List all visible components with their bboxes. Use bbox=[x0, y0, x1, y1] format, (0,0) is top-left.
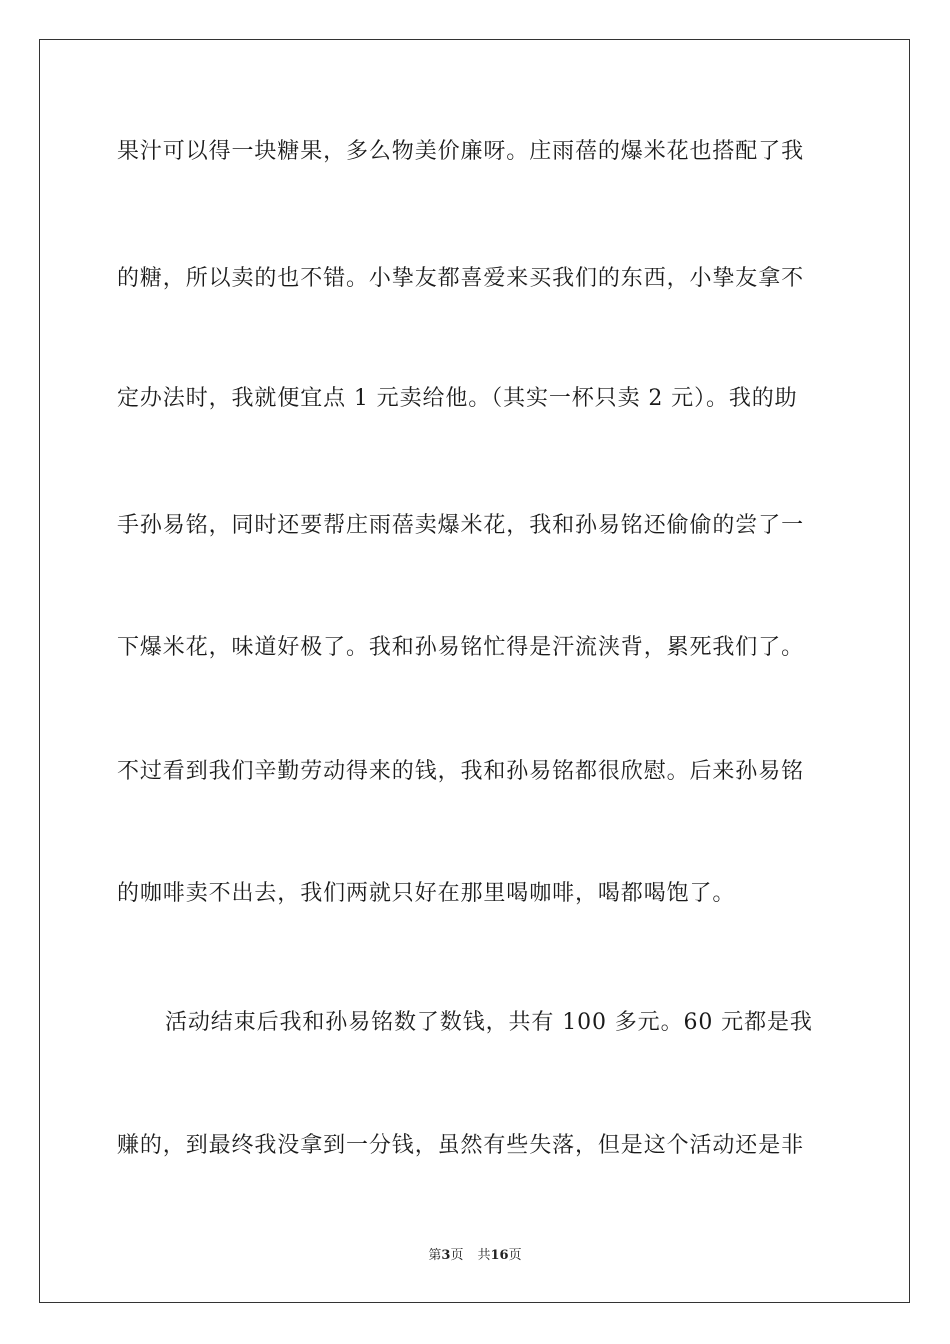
body-text-line: 果汁可以得一块糖果，多么物美价廉呀。庄雨蓓的爆米花也搭配了我 bbox=[117, 139, 805, 164]
current-page-number: 3 bbox=[441, 1248, 451, 1263]
body-text-line: 的糖，所以卖的也不错。小挚友都喜爱来买我们的东西，小挚友拿不 bbox=[117, 266, 805, 291]
page-footer bbox=[0, 1247, 950, 1265]
body-text-line: 不过看到我们辛勤劳动得来的钱，我和孙易铭都很欣慰。后来孙易铭 bbox=[117, 759, 805, 784]
body-text-line: 定办法时，我就便宜点 1 元卖给他。（其实一杯只卖 2 元）。我的助 bbox=[117, 386, 798, 411]
total-pages-number: 16 bbox=[490, 1248, 509, 1263]
total-label-prefix: 共 bbox=[477, 1248, 491, 1263]
page-label-prefix: 第 bbox=[428, 1248, 442, 1263]
total-label-suffix: 页 bbox=[508, 1248, 522, 1263]
body-text-line: 赚的，到最终我没拿到一分钱，虽然有些失落，但是这个活动还是非 bbox=[117, 1133, 805, 1158]
page-label-suffix: 页 bbox=[450, 1248, 464, 1263]
paragraph-first-line: 活动结束后我和孙易铭数了数钱，共有 100 多元。60 元都是我 bbox=[165, 1010, 813, 1035]
body-text-line: 下爆米花，味道好极了。我和孙易铭忙得是汗流浃背，累死我们了。 bbox=[117, 635, 805, 660]
body-text-line: 的咖啡卖不出去，我们两就只好在那里喝咖啡，喝都喝饱了。 bbox=[117, 881, 736, 906]
page-border bbox=[39, 39, 910, 1303]
body-text-line: 手孙易铭，同时还要帮庄雨蓓卖爆米花，我和孙易铭还偷偷的尝了一 bbox=[117, 513, 805, 538]
